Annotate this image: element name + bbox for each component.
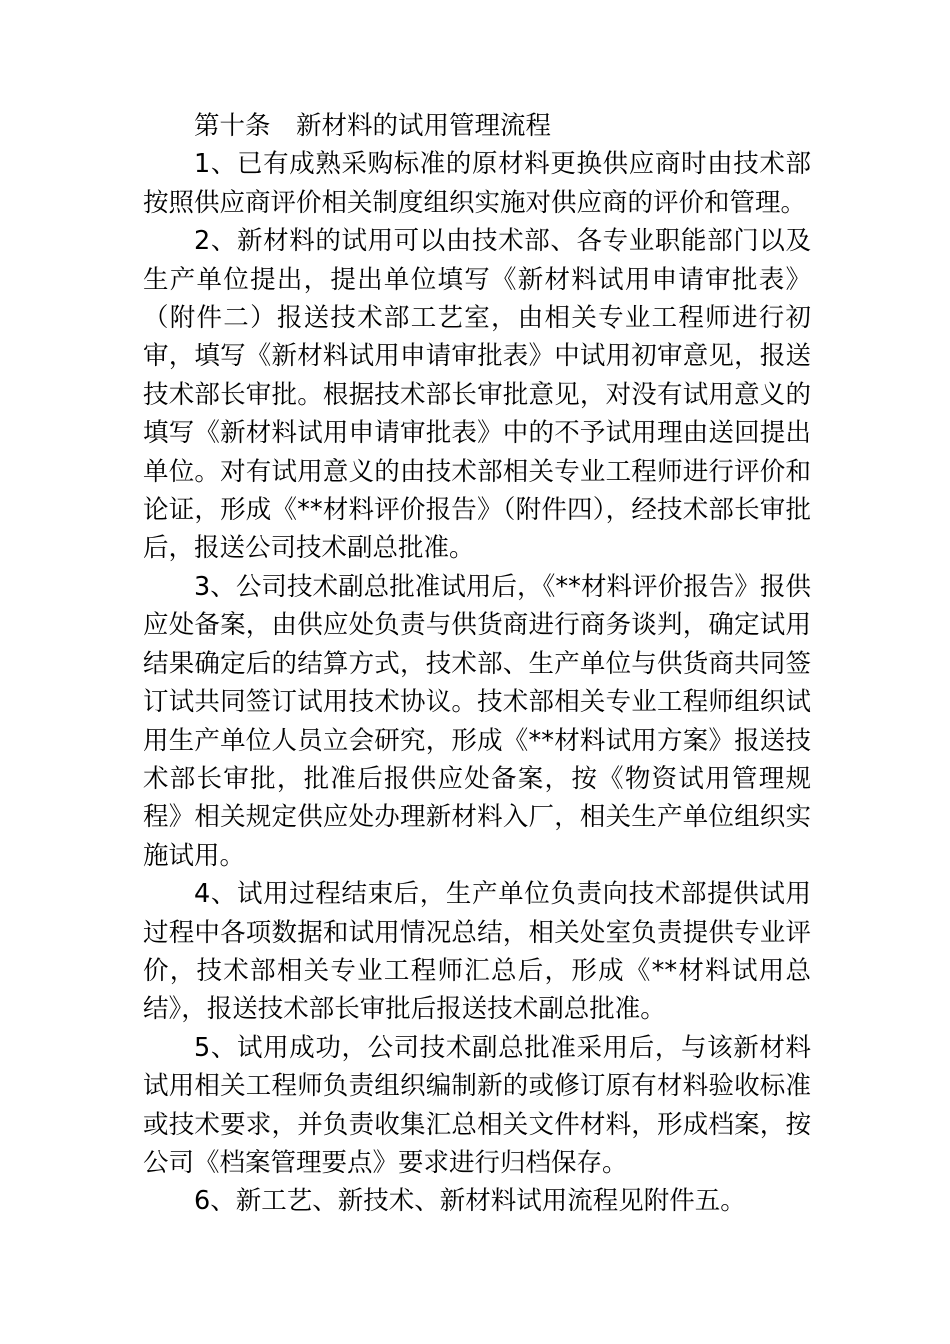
paragraph-1: 1、已有成熟采购标准的原材料更换供应商时由技术部按照供应商评价相关制度组织实施对供应商的评价和管理。 — [143, 149, 811, 218]
paragraph-5: 5、试用成功，公司技术副总批准采用后，与该新材料试用相关工程师负责组织编制新的或修订原有材料验收标准或技术要求，并负责收集汇总相关文件材料，形成档案，按公司《档案管理要点》要求进行归档保存。 — [143, 1032, 811, 1178]
paragraph-3: 3、公司技术副总批准试用后，《**材料评价报告》报供应处备案，由供应处负责与供货商进行商务谈判，确定试用结果确定后的结算方式，技术部、生产单位与供货商共同签订试共同签订试用技术协议。技术部相关专业工程师组织试用生产单位人员立会研究，形成《**材料试用方案》报送技术部长审批，批准后报供应处备案，按《物资试用管理规程》相关规定供应处办理新材料入厂，相关生产单位组织实施试用。 — [143, 571, 811, 871]
paragraph-4: 4、试用过程结束后，生产单位负责向技术部提供试用过程中各项数据和试用情况总结，相关处室负责提供专业评价，技术部相关专业工程师汇总后，形成《**材料试用总结》，报送技术部长审批后报送技术副总批准。 — [143, 879, 811, 1025]
paragraph-6: 6、新工艺、新技术、新材料试用流程见附件五。 — [194, 1186, 746, 1217]
article-heading: 第十条 新材料的试用管理流程 — [194, 111, 552, 141]
article-body — [143, 107, 811, 1221]
paragraph-2: 2、新材料的试用可以由技术部、各专业职能部门以及生产单位提出，提出单位填写《新材料试用申请审批表》（附件二）报送技术部工艺室，由相关专业工程师进行初审，填写《新材料试用申请审批表》中试用初审意见，报送技术部长审批。根据技术部长审批意见，对没有试用意义的填写《新材料试用申请审批表》中的不予试用理由送回提出单位。对有试用意义的由技术部相关专业工程师进行评价和论证，形成《**材料评价报告》（附件四），经技术部长审批后，报送公司技术副总批准。 — [143, 226, 811, 564]
